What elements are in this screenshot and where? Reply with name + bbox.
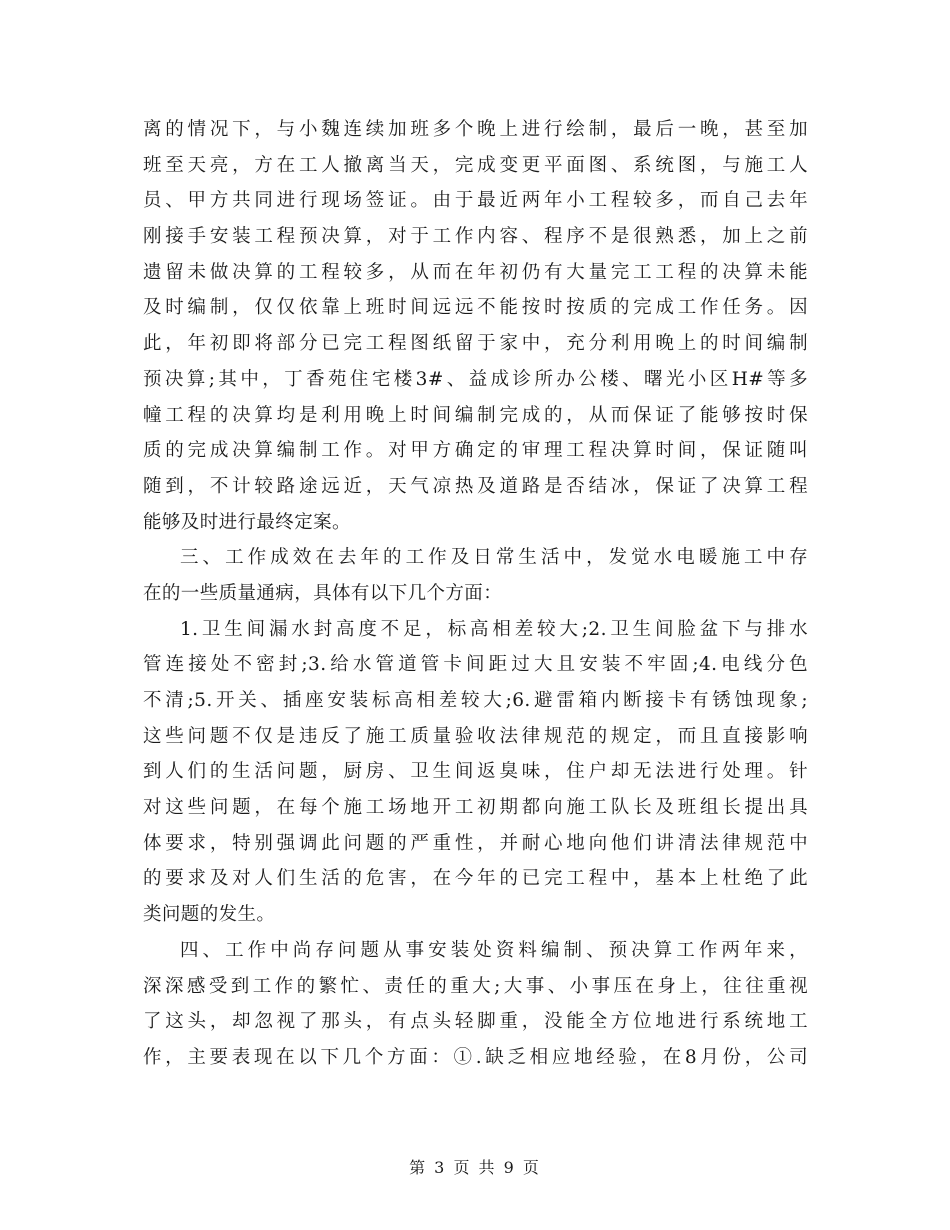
text-line: 随到，不计较路途远近，天气凉热及道路是否结冰，保证了决算工程 [143, 475, 808, 497]
text-line: 对这些问题，在每个施工场地开工初期都向施工队长及班组长提出具 [143, 797, 808, 819]
text-line: 四、工作中尚存问题从事安装处资料编制、预决算工作两年来， [180, 939, 808, 961]
text-line: 质的完成决算编制工作。对甲方确定的审理工程决算时间，保证随叫 [143, 440, 808, 462]
text-line: 管连接处不密封;3.给水管道管卡间距过大且安装不牢固;4.电线分色 [143, 654, 808, 676]
text-line: 此，年初即将部分已完工程图纸留于家中，充分利用晚上的时间编制 [143, 333, 808, 355]
text-line: 离的情况下，与小魏连续加班多个晚上进行绘制，最后一晚，甚至加 [143, 119, 808, 140]
text-line: 深深感受到工作的繁忙、责任的重大;大事、小事压在身上，往往重视 [143, 975, 808, 997]
text-line: 刚接手安装工程预决算，对于工作内容、程序不是很熟悉，加上之前 [143, 226, 808, 248]
text-line: 员、甲方共同进行现场签证。由于最近两年小工程较多，而自己去年 [143, 190, 808, 212]
text-line: 这些问题不仅是违反了施工质量验收法律规范的规定，而且直接影响 [143, 725, 808, 747]
text-line: 作，主要表现在以下几个方面：①.缺乏相应地经验，在8月份，公司 [143, 1046, 808, 1068]
text-line: 幢工程的决算均是利用晚上时间编制完成的，从而保证了能够按时保 [143, 404, 808, 426]
text-line: 1.卫生间漏水封高度不足，标高相差较大;2.卫生间脸盆下与排水 [180, 618, 808, 640]
text-line: 类问题的发生。 [143, 904, 276, 926]
page-footer: 第 3 页 共 9 页 [409, 1158, 541, 1177]
text-line: 体要求，特别强调此问题的严重性，并耐心地向他们讲清法律规范中 [143, 832, 808, 854]
text-line: 在的一些质量通病，具体有以下几个方面： [143, 582, 503, 604]
text-line: 预决算;其中，丁香苑住宅楼3#、益成诊所办公楼、曙光小区H#等多 [143, 368, 808, 390]
text-line: 的要求及对人们生活的危害，在今年的已完工程中，基本上杜绝了此 [143, 868, 808, 890]
text-line: 了这头，却忽视了那头，有点头轻脚重，没能全方位地进行系统地工 [143, 1011, 808, 1033]
text-line: 到人们的生活问题，厨房、卫生间返臭味，住户却无法进行处理。针 [143, 761, 808, 783]
text-line: 班至天亮，方在工人撤离当天，完成变更平面图、系统图，与施工人 [143, 154, 808, 176]
text-line: 及时编制，仅仅依靠上班时间远远不能按时按质的完成工作任务。因 [143, 297, 808, 319]
document-body [143, 112, 808, 1076]
text-line: 遗留未做决算的工程较多，从而在年初仍有大量完工工程的决算未能 [143, 261, 808, 283]
text-line: 三、工作成效在去年的工作及日常生活中，发觉水电暖施工中存 [180, 547, 808, 569]
text-line: 能够及时进行最终定案。 [143, 511, 351, 533]
text-line: 不清;5.开关、插座安装标高相差较大;6.避雷箱内断接卡有锈蚀现象; [143, 690, 808, 711]
